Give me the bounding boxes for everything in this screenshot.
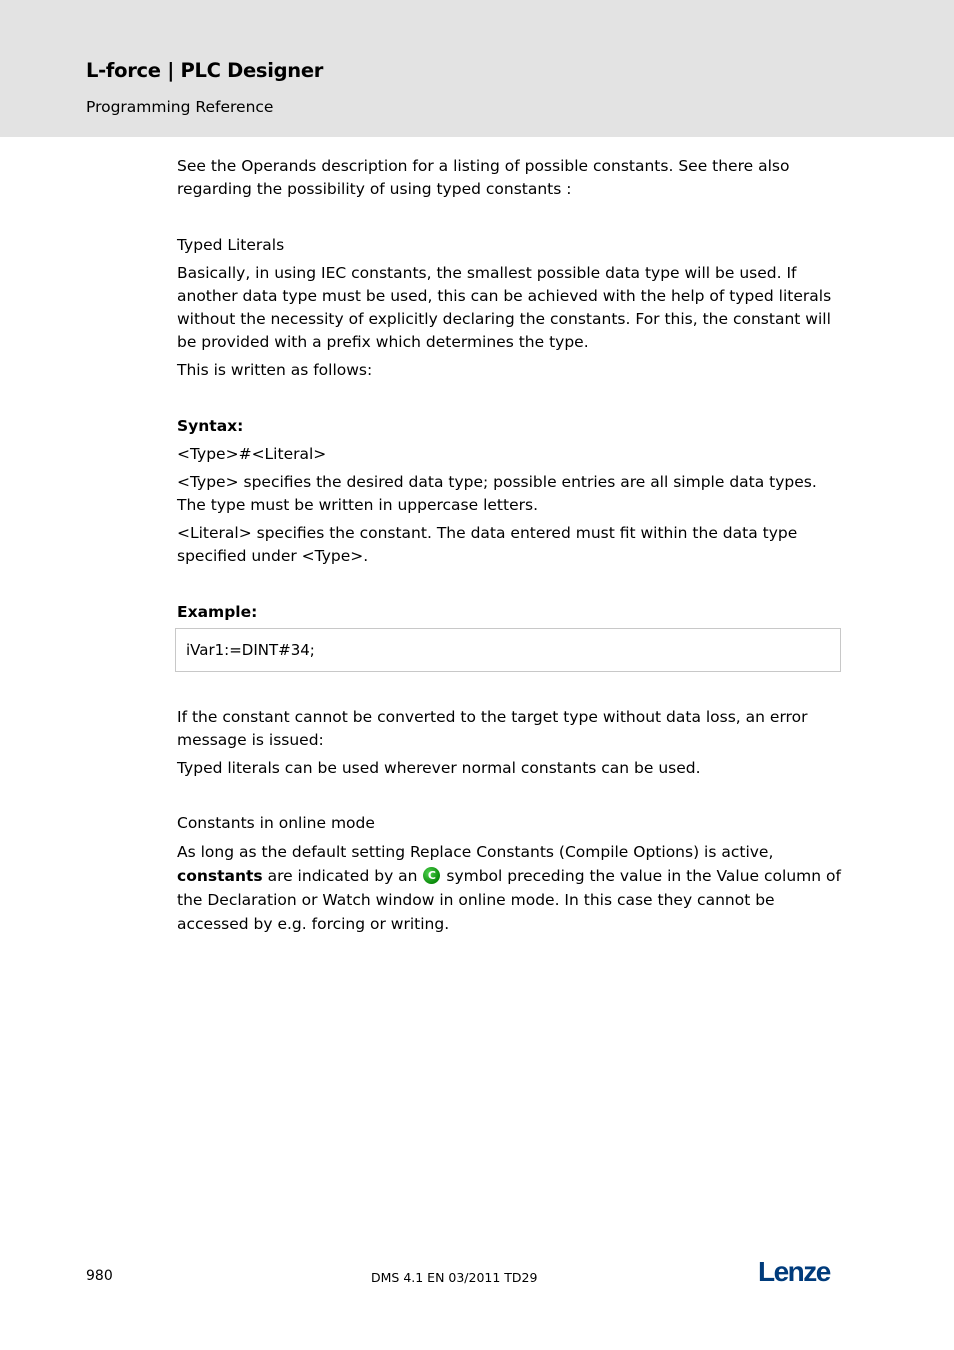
syntax-value: <Type>#<Literal> xyxy=(177,445,327,463)
online-mode-paragraph xyxy=(177,840,845,936)
page-number: 980 xyxy=(86,1268,113,1284)
typed-literals-paragraph: Basically, in using IEC constants, the smallest possible data type will be used. If another data type must be used, this can be achieved with the help of typed literals without the necessity of explicitly declaring the constants. For this, the constant will be provided with a prefix which determines the type. xyxy=(177,264,832,351)
example-label: Example: xyxy=(177,603,258,621)
intro-paragraph: See the Operands description for a listing of possible constants. See there also regarding the possibility of using typed constants : xyxy=(177,157,790,198)
written-as-text: This is written as follows: xyxy=(177,361,373,379)
constant-c-icon: C xyxy=(423,867,440,884)
online-mode-heading: Constants in online mode xyxy=(177,814,375,832)
conversion-error-text: If the constant cannot be converted to the target type without data loss, an error message is issued: xyxy=(177,708,808,749)
constants-keyword: constants xyxy=(177,867,263,885)
online-text-part-2: are indicated by an xyxy=(262,867,423,885)
usage-note: Typed literals can be used wherever normal constants can be used. xyxy=(177,759,701,777)
document-info: DMS 4.1 EN 03/2011 TD29 xyxy=(371,1270,538,1285)
online-text-part-1: As long as the default setting Replace Constants (Compile Options) is active, xyxy=(177,843,774,861)
header-title: L-force | PLC Designer xyxy=(86,59,324,82)
example-code-box xyxy=(175,628,841,672)
type-description: <Type> specifies the desired data type; possible entries are all simple data types. The type must be written in uppercase letters. xyxy=(177,473,817,514)
page-content xyxy=(177,155,845,936)
online-text-part-3: symbol preceding the value in the Value column of the Declaration or Watch window in online mode. In this case they cannot be accessed by e.g. forcing or writing. xyxy=(177,867,841,933)
typed-literals-heading: Typed Literals xyxy=(177,236,285,254)
lenze-logo-text: Lenze xyxy=(758,1256,830,1287)
example-code: iVar1:=DINT#34; xyxy=(186,641,315,659)
syntax-label: Syntax: xyxy=(177,417,244,435)
header-subtitle: Programming Reference xyxy=(86,98,274,116)
lenze-logo xyxy=(758,1256,838,1288)
page-header xyxy=(0,0,954,137)
literal-description: <Literal> specifies the constant. The data entered must fit within the data type specified under <Type>. xyxy=(177,524,798,565)
